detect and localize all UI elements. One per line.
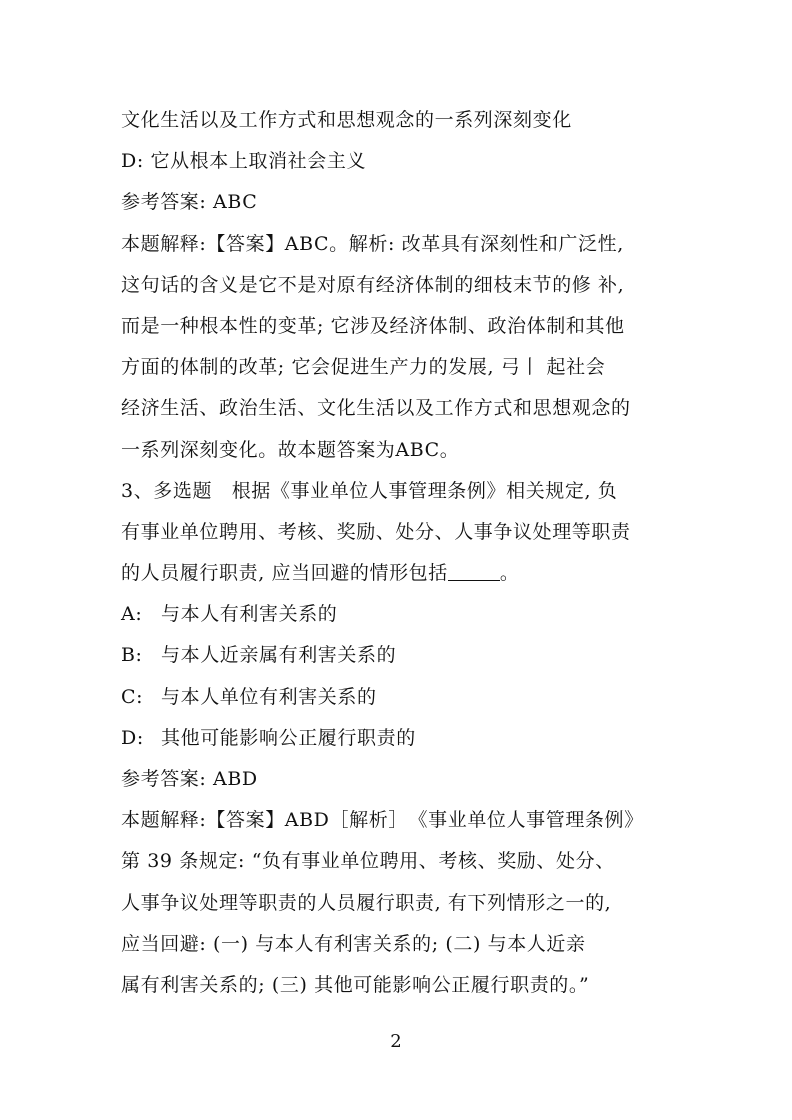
option-b-text: 与本人近亲属有利害关系的: [161, 644, 397, 667]
option-c-label: C:: [121, 685, 144, 708]
explanation-line: 属有利害关系的; (三) 其他可能影响公正履行职责的。”: [121, 973, 590, 996]
explanation-line: 方面的体制的改革; 它会促进生产力的发展, 弓丨 起社会: [121, 356, 606, 379]
option-c-text: 与本人单位有利害关系的: [161, 685, 377, 708]
option-c: [121, 677, 681, 718]
option-b: [121, 635, 681, 676]
option-b-label: B:: [121, 644, 143, 667]
option-d: [121, 718, 681, 759]
option-d-label: D:: [121, 726, 144, 749]
question-line: 3、多选题 根据《事业单位人事管理条例》相关规定, 负: [121, 479, 618, 502]
explanation-line: 本题解释:【答案】ABC。解析: 改革具有深刻性和广泛性,: [121, 232, 624, 255]
question-end-punctuation: 。: [499, 562, 520, 585]
explanation-line: 经济生活、政治生活、文化生活以及工作方式和思想观念的: [121, 397, 631, 420]
option-a: [121, 594, 681, 635]
explanation-line: 第 39 条规定: “负有事业单位聘用、考核、奖励、处分、: [121, 850, 615, 873]
page-number: 2: [390, 1031, 402, 1052]
explanation-line: 本题解释:【答案】ABD［解析］ 《事业单位人事管理条例》: [121, 809, 644, 832]
question-line: 有事业单位聘用、考核、奖励、处分、人事争议处理等职责: [121, 520, 631, 543]
option-d-line: D: 它从根本上取消社会主义: [121, 150, 367, 173]
question-line-with-blank: [121, 553, 681, 594]
explanation-line: 人事争议处理等职责的人员履行职责, 有下列情形之一的,: [121, 891, 612, 914]
question-text: 的人员履行职责, 应当回避的情形包括: [121, 562, 448, 585]
answer-line: 参考答案: ABC: [121, 191, 258, 214]
answer-line: 参考答案: ABD: [121, 768, 258, 790]
option-d-text: 其他可能影响公正履行职责的: [161, 726, 416, 749]
explanation-line: 一系列深刻变化。故本题答案为ABC。: [121, 438, 460, 461]
option-a-text: 与本人有利害关系的: [161, 603, 338, 626]
explanation-line: 这句话的含义是它不是对原有经济体制的细枝末节的修 补,: [121, 273, 625, 296]
explanation-line: 应当回避: (一) 与本人有利害关系的; (二) 与本人近亲: [121, 932, 586, 955]
explanation-line: 而是一种根本性的变革; 它涉及经济体制、政治体制和其他: [121, 314, 625, 337]
text-line: 文化生活以及工作方式和思想观念的一系列深刻变化: [121, 109, 572, 131]
page-body: [121, 100, 681, 1006]
option-a-label: A:: [121, 603, 143, 626]
answer-blank: [448, 562, 500, 581]
